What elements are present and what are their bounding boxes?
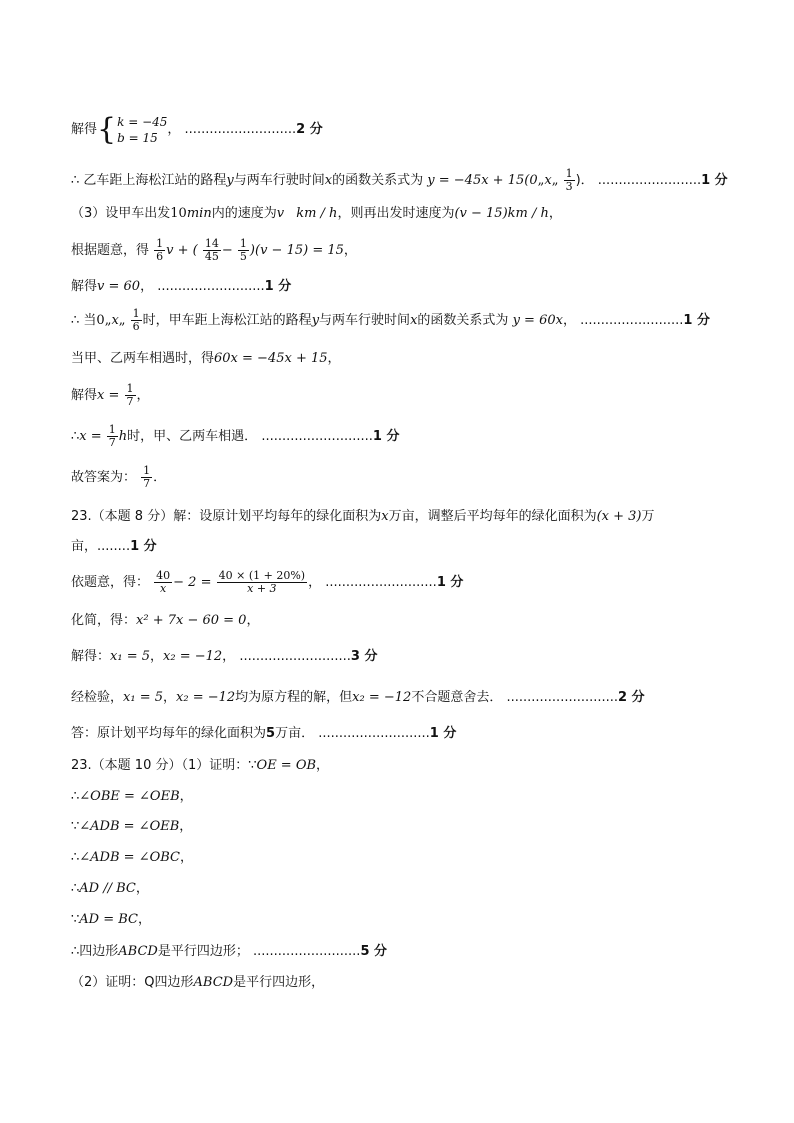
text: ，	[179, 789, 193, 804]
text: 均为原方程的解，但	[235, 690, 353, 705]
formula: x₂ = −12	[163, 649, 223, 664]
text: ∴	[71, 881, 80, 896]
score: 5 分	[360, 944, 388, 959]
formula: x² + 7x − 60 = 0	[136, 613, 247, 628]
brace-symbol: {	[97, 111, 117, 147]
var: y	[226, 173, 234, 188]
dot-leader: ..........................	[157, 279, 265, 294]
formula: x₁ = 5	[110, 649, 150, 664]
text: 与两车行驶时间	[233, 173, 325, 188]
formula: )(v − 15) = 15	[249, 243, 344, 258]
line-simplify	[71, 612, 259, 630]
formula: x =	[79, 429, 102, 444]
text: ，	[222, 649, 236, 664]
var: x	[111, 313, 119, 328]
text: 时，甲车距上海松江站的路程	[142, 313, 312, 328]
dot-leader: ...........................	[506, 690, 619, 705]
fraction	[125, 383, 136, 408]
score: 3 分	[350, 649, 378, 664]
line-proof-3	[71, 849, 193, 867]
fraction	[217, 570, 307, 595]
fraction	[238, 238, 249, 263]
formula: y = −45x + 15(0	[427, 173, 538, 188]
line-final-answer	[71, 725, 456, 743]
line-solve-system	[71, 112, 323, 148]
text: ，	[179, 819, 193, 834]
line-roots	[71, 648, 377, 666]
numerator: 1	[156, 237, 164, 250]
numerator: 1	[126, 382, 134, 395]
formula: ∠OBE = ∠OEB	[79, 789, 180, 804]
var: x	[381, 509, 389, 524]
dot-leader: ...........................	[239, 649, 351, 664]
text: 万	[641, 509, 655, 524]
line-proof-5	[71, 911, 151, 929]
formula: (x + 3)	[596, 509, 642, 524]
denominator: 3	[565, 180, 573, 193]
fraction	[107, 424, 118, 449]
dot-leader: ........	[97, 539, 131, 554]
dot-leader: ..........................	[253, 944, 361, 959]
numerator: 14	[204, 237, 219, 250]
line-part3-setup	[71, 205, 562, 223]
formula: (v − 15)km / h	[454, 206, 549, 221]
formula: x₂ = −12	[352, 690, 412, 705]
line-equation-setup	[71, 236, 357, 266]
text: ∴四边形	[71, 944, 119, 959]
score: 2 分	[618, 690, 645, 705]
numerator: 1	[565, 167, 573, 180]
numerator: 1	[239, 237, 247, 250]
denominator: x + 3	[247, 582, 277, 595]
dot-leader: ...........................	[318, 726, 430, 741]
number: 5	[266, 726, 276, 741]
text: 23.（本题 10 分）（1）证明：∵	[71, 758, 257, 773]
numerator: 1	[143, 464, 151, 477]
formula: − 2 =	[173, 575, 212, 590]
text: ，	[562, 313, 576, 328]
line-part2-start	[71, 974, 324, 992]
text: ，	[308, 575, 322, 590]
formula: v = 60	[97, 279, 141, 294]
line-q23-intro	[71, 508, 655, 526]
var: y	[311, 313, 320, 328]
denominator: 6	[132, 320, 140, 333]
text: 是平行四边形；	[157, 944, 249, 959]
score: 1 分	[429, 726, 457, 741]
text: 化简，得：	[71, 613, 137, 628]
denominator: 7	[108, 436, 116, 449]
line-proof-4	[71, 880, 149, 898]
text: ．	[153, 470, 167, 485]
symbol: −	[221, 243, 233, 258]
denominator: x	[160, 582, 167, 595]
text: ，	[343, 243, 357, 258]
text: ，	[548, 206, 562, 221]
text: )．	[575, 173, 594, 188]
formula: y = 60x	[512, 313, 563, 328]
fraction	[154, 570, 172, 595]
fraction	[564, 168, 575, 193]
score: 1 分	[130, 539, 157, 554]
denominator: 7	[126, 395, 134, 408]
symbol: „	[537, 173, 545, 188]
text: 解得	[71, 122, 98, 137]
text: （2）证明：Q四边形	[71, 975, 194, 990]
text: 万亩，调整后平均每年的绿化面积为	[388, 509, 597, 524]
text: ∴ 当	[71, 313, 97, 328]
number: 10	[170, 206, 187, 221]
formula: x₁ = 5	[123, 690, 163, 705]
dot-leader: ...........................	[261, 429, 373, 444]
line-q23b-intro	[71, 757, 329, 775]
score: 2 分	[296, 122, 323, 137]
numerator: 40	[156, 569, 171, 582]
line-equation	[71, 567, 463, 599]
eq-k: k = −45	[117, 114, 168, 129]
text: ∵	[71, 912, 80, 927]
text: ∴	[71, 429, 80, 444]
text: （3）设甲车出发	[71, 206, 171, 221]
text: ，	[316, 758, 330, 773]
fraction	[203, 238, 221, 263]
formula: ∠ADB = ∠OEB	[79, 819, 180, 834]
text: 的函数关系式为	[332, 173, 424, 188]
text: 亩，	[71, 539, 98, 554]
text: 解得	[71, 388, 98, 403]
text: 依题意，得：	[71, 575, 150, 590]
dot-leader: ...........................	[325, 575, 437, 590]
formula: ABCD	[193, 975, 234, 990]
text: 解得	[71, 279, 98, 294]
symbol: „	[551, 173, 559, 188]
score: 1 分	[372, 429, 400, 444]
text: 不合题意舍去．	[411, 690, 503, 705]
line-solve-x	[71, 380, 150, 412]
text: ，	[327, 351, 341, 366]
text: ∵	[71, 819, 80, 834]
eq-b: b = 15	[117, 130, 158, 145]
unit: h	[118, 429, 128, 444]
fraction	[131, 308, 142, 333]
line-proof-2	[71, 818, 192, 836]
symbol: „	[104, 313, 112, 328]
numerator: 1	[132, 307, 140, 320]
text: 万亩．	[275, 726, 315, 741]
formula: ABCD	[118, 944, 158, 959]
unit: km / h	[296, 206, 338, 221]
var: x	[410, 313, 418, 328]
line-answer	[71, 462, 166, 494]
score: 1 分	[701, 173, 728, 188]
text: ，则再出发时速度为	[337, 206, 455, 221]
dot-leader: .........................	[597, 173, 702, 188]
text: 23.（本题 8 分）解：设原计划平均每年的绿化面积为	[71, 509, 382, 524]
text: ，	[163, 690, 177, 705]
formula: 60x = −45x + 15	[214, 351, 328, 366]
dot-leader: .........................	[580, 313, 684, 328]
dot-leader: ...........................	[184, 122, 297, 137]
text: ，	[150, 649, 164, 664]
formula: AD // BC	[79, 881, 136, 896]
text: 的函数关系式为	[417, 313, 509, 328]
line-q23-intro-cont	[71, 538, 157, 556]
text: ，	[167, 122, 181, 137]
text: 当甲、乙两车相遇时，得	[71, 351, 215, 366]
var: v	[276, 206, 285, 221]
text: ，	[138, 912, 152, 927]
fraction	[141, 465, 152, 490]
score: 1 分	[436, 575, 464, 590]
text: 答：原计划平均每年的绿化面积为	[71, 726, 267, 741]
formula: v + (	[166, 243, 198, 258]
line-verify	[71, 689, 645, 707]
text: ，	[136, 388, 150, 403]
text: ∴	[71, 789, 80, 804]
line-meet-time	[71, 421, 399, 453]
unit: min	[186, 206, 212, 221]
formula: x =	[97, 388, 120, 403]
denominator: 6	[156, 250, 164, 263]
formula: ∠ADB = ∠OBC	[79, 850, 180, 865]
var: x	[544, 173, 552, 188]
line-function-b	[71, 167, 728, 193]
text: ，	[246, 613, 260, 628]
text: 根据题意，得	[71, 243, 150, 258]
symbol: „	[118, 313, 126, 328]
line-solve-v	[71, 278, 291, 296]
number: 0	[96, 313, 105, 328]
text: ，	[135, 881, 149, 896]
line-function-a	[71, 306, 710, 336]
formula: OE = OB	[256, 758, 317, 773]
text: 时，甲、乙两车相遇．	[127, 429, 258, 444]
numerator: 1	[108, 423, 116, 436]
text: 与两车行驶时间	[319, 313, 411, 328]
denominator: 7	[143, 477, 151, 490]
var: x	[324, 173, 333, 188]
text: 经检验，	[71, 690, 124, 705]
score: 1 分	[683, 313, 710, 328]
text: 故答案为：	[71, 470, 137, 485]
text: ∴	[71, 850, 80, 865]
equation-system	[117, 114, 167, 146]
formula: AD = BC	[79, 912, 138, 927]
denominator: 45	[204, 250, 219, 263]
line-proof-1	[71, 788, 193, 806]
text: ，	[180, 850, 194, 865]
text: ，	[140, 279, 154, 294]
line-proof-conclusion	[71, 943, 387, 961]
text: 内的速度为	[211, 206, 277, 221]
line-meet	[71, 350, 341, 368]
formula: x₂ = −12	[176, 690, 236, 705]
numerator: 40 × (1 + 20%)	[218, 569, 306, 582]
score: 1 分	[264, 279, 292, 294]
fraction	[154, 238, 165, 263]
denominator: 5	[239, 250, 247, 263]
text: ∴ 乙车距上海松江站的路程	[71, 173, 227, 188]
text: 解得：	[71, 649, 111, 664]
text: 是平行四边形，	[233, 975, 325, 990]
